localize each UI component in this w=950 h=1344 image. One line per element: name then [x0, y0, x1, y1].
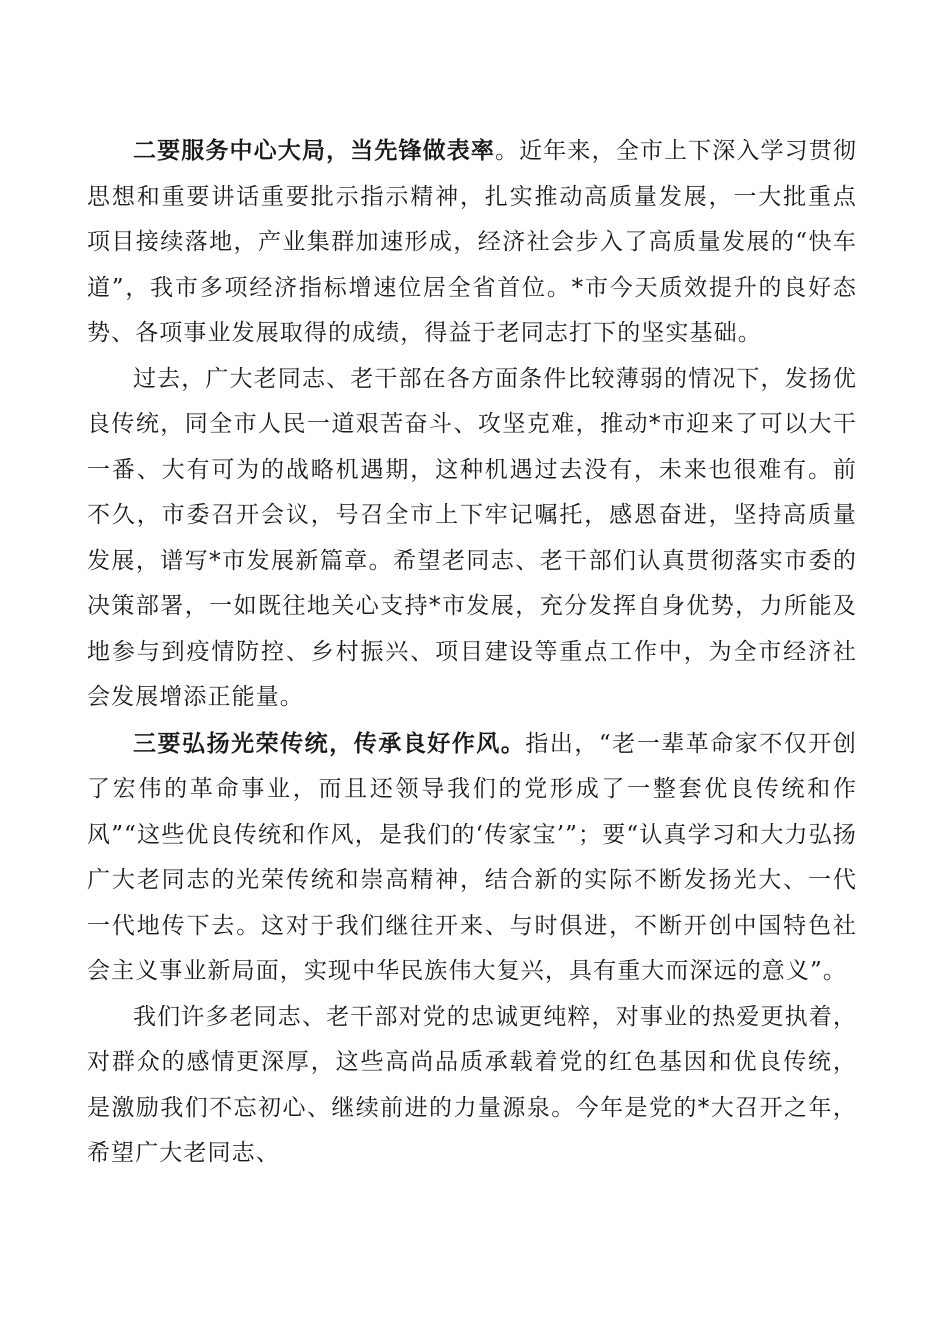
paragraph-3-heading: 三要弘扬光荣传统，传承良好作风。 — [133, 729, 526, 757]
paragraph-1-heading: 二要服务中心大局，当先锋做表率 — [133, 137, 496, 164]
paragraph-1 — [87, 128, 857, 357]
document-page — [87, 128, 857, 1177]
paragraph-4 — [87, 995, 857, 1177]
paragraph-4-body: 我们许多老同志、老干部对党的忠诚更纯粹，对事业的热爱更执着，对群众的感情更深厚，这些高尚品质承载着党的红色基因和优良传统，是激励我们不忘初心、继续前进的力量源泉。今年是党的*大召开之年，希望广大老同志、 — [87, 1003, 857, 1166]
paragraph-2-body: 过去，广大老同志、老干部在各方面条件比较薄弱的情况下，发扬优良传统，同全市人民一道艰苦奋斗、攻坚克难，推动*市迎来了可以大干一番、大有可为的战略机遇期，这种机遇过去没有，未来也很难有。前不久，市委召开会议，号召全市上下牢记嘱托，感恩奋进，坚持高质量发展，谱写*市发展新篇章。希望老同志、老干部们认真贯彻落实市委的决策部署，一如既往地关心支持*市发展，充分发挥自身优势，力所能及地参与到疫情防控、乡村振兴、项目建设等重点工作中，为全市经济社会发展增添正能量。 — [87, 365, 857, 710]
paragraph-3 — [87, 721, 857, 995]
paragraph-1-body: 。近年来，全市上下深入学习贯彻思想和重要讲话重要批示指示精神，扎实推动高质量发展，一大批重点项目接续落地，产业集群加速形成，经济社会步入了高质量发展的“快车道”，我市多项经济指标增速位居全省首位。*市今天质效提升的良好态势、各项事业发展取得的成绩，得益于老同志打下的坚实基础。 — [87, 138, 858, 346]
paragraph-3-body: 指出，“老一辈革命家不仅开创了宏伟的革命事业，而且还领导我们的党形成了一整套优良传统和作风”“这些优良传统和作风，是我们的‘传家宝’”；要“认真学习和大力弘扬广大老同志的光荣传统和崇高精神，结合新的实际不断发扬光大、一代一代地传下去。这对于我们继往开来、与时俱进，不断开创中国特色社会主义事业新局面，实现中华民族伟大复兴，具有重大而深远的意义”。 — [87, 730, 857, 984]
paragraph-2 — [87, 357, 857, 721]
